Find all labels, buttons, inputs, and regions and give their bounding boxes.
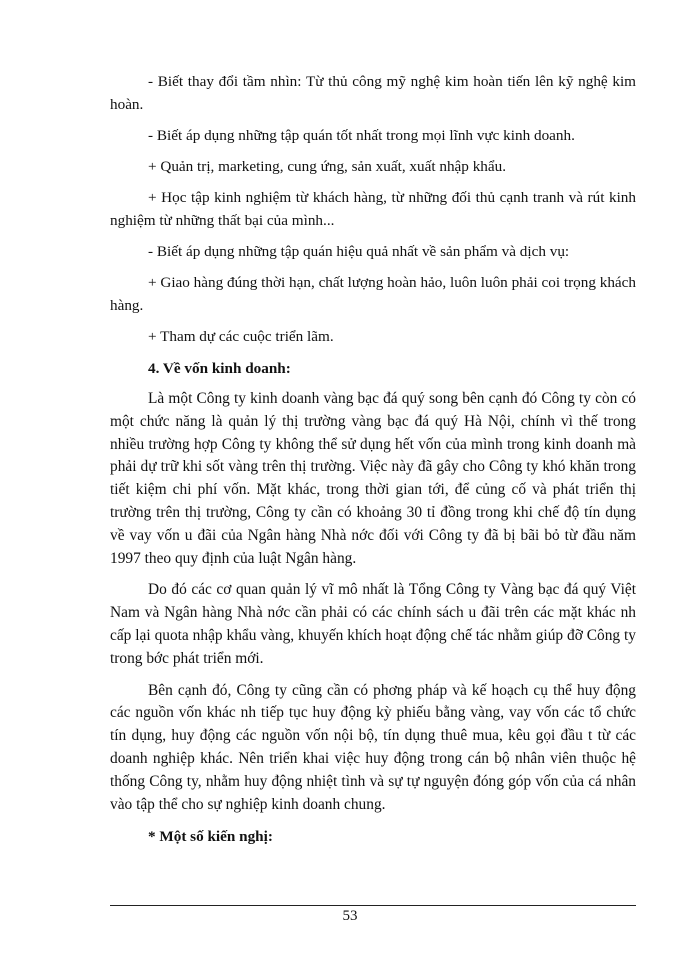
bullet-delivery-quality: + Giao hàng đúng thời hạn, chất lượng hoàn hảo, luôn luôn phải coi trọng khách hàng. [110,274,636,314]
body-paragraph-agencies: Do đó các cơ quan quản lý vĩ mô nhất là Tổng Công ty Vàng bạc đá quý Việt Nam và Ngân hàng Nhà nớc cần phải có các chính sách u đãi trên các mặt khác nh cấp lại quota nhập khẩu vàng, khuyến khích hoạt động chế tác nhằm giúp đỡ Công ty trong bớc phát triển mới. [110,581,636,667]
body-paragraph-methods: Bên cạnh đó, Công ty cũng cần có phơng pháp và kế hoạch cụ thể huy động các nguồn vốn khác nh tiếp tục huy động kỳ phiếu bằng vàng, vay vốn các tổ chức tín dụng, huy động các nguồn vốn nội bộ, tín dụng thuê mua, kêu gọi đầu t từ các doanh nghiệp khác. Nên triển khai việc huy động trong cán bộ nhân viên thuộc hệ thống Công ty, nhằm huy động nhiệt tình và sự tự nguyện đóng góp vốn của cá nhân vào tập thể cho sự nghiệp kinh doanh chung. [110,681,636,813]
body-paragraph-capital: Là một Công ty kinh doanh vàng bạc đá quý song bên cạnh đó Công ty còn có một chức năng là quản lý thị trường vàng bạc đá quý Hà Nội, chính vì thế trong nhiều trường hợp Công ty không thể sử dụng hết vốn của mình trong kinh doanh mà phải dự trữ khi sốt vàng trên thị trường. Việc này đã gây cho Công ty khó khăn trong tiết kiệm chi phí vốn. Mặt khác, trong thời gian tới, để củng cố và phát triển thị trường trên thị trường, Công ty cần có khoảng 30 tỉ đồng trong khi chế độ tín dụng về vay vốn u đãi của Ngân hàng Nhà nớc đối với Công ty đã bị bãi bỏ từ đầu năm 1997 theo quy định của luật Ngân hàng. [110,390,636,567]
page-content [110,70,636,848]
bullet-management-areas: + Quản trị, marketing, cung ứng, sản xuất, xuất nhập khẩu. [148,158,507,175]
bullet-vision: - Biết thay đổi tầm nhìn: Từ thủ công mỹ nghệ kim hoàn tiến lên kỹ nghệ kim hoàn. [110,73,636,113]
bullet-best-practices: - Biết áp dụng những tập quán tốt nhất trong mọi lĩnh vực kinh doanh. [148,127,575,144]
section-heading-capital: 4. Về vốn kinh doanh: [148,360,291,377]
bullet-learn-experience: + Học tập kinh nghiệm từ khách hàng, từ những đối thủ cạnh tranh và rút kinh nghiệm từ những thất bại của mình... [110,189,636,229]
bullet-product-practices: - Biết áp dụng những tập quán hiệu quả nhất về sản phẩm và dịch vụ: [148,243,570,260]
bullet-exhibitions: + Tham dự các cuộc triển lãm. [148,328,334,345]
page-number: 53 [342,908,358,924]
subheading-recommendations: * Một số kiến nghị: [148,828,273,846]
